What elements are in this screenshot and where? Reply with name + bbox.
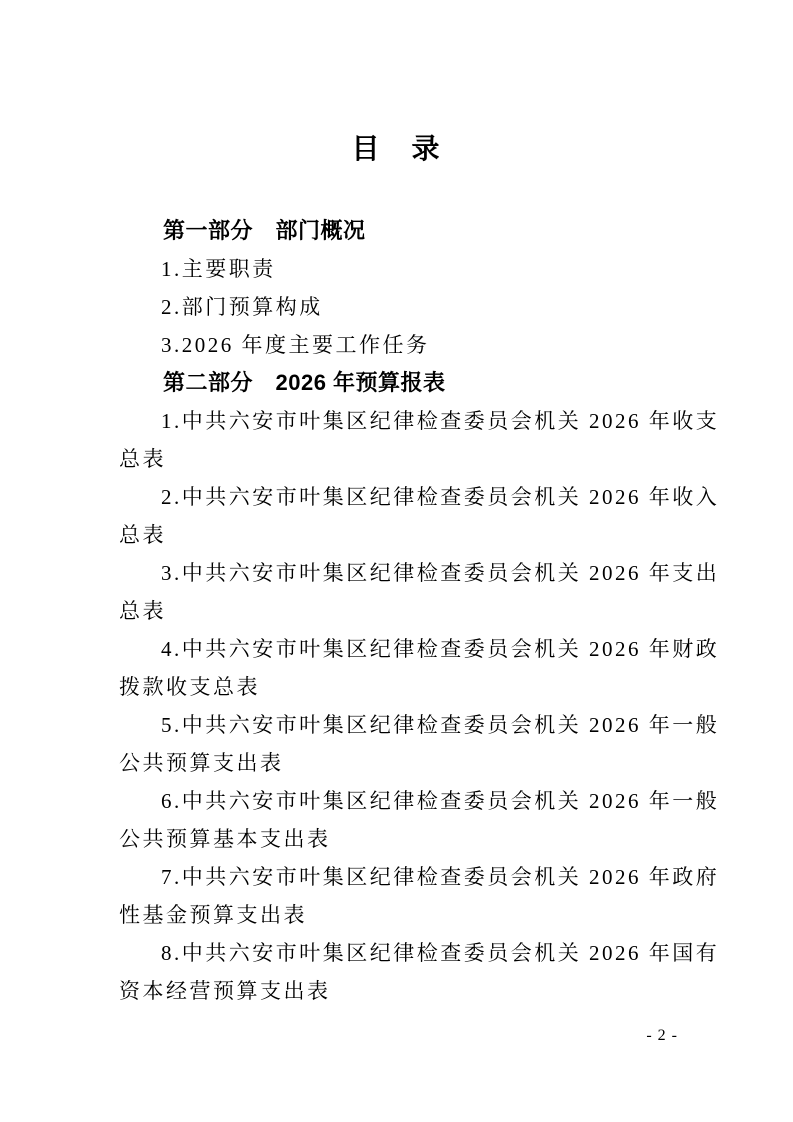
toc-part2-entry-line1: 5.中共六安市叶集区纪律检查委员会机关 2026 年一般 bbox=[161, 713, 720, 737]
toc-part2-heading: 第二部分 2026 年预算报表 bbox=[163, 370, 446, 395]
toc-part2-entry-line2: 性基金预算支出表 bbox=[119, 903, 307, 927]
toc-part2-entry-line1: 1.中共六安市叶集区纪律检查委员会机关 2026 年收支 bbox=[161, 409, 720, 433]
page-title: 目 录 bbox=[351, 133, 442, 164]
toc-part2-entry-line2: 公共预算基本支出表 bbox=[119, 827, 331, 851]
toc-part2-entry-line2: 总表 bbox=[119, 523, 166, 547]
toc-content bbox=[119, 212, 720, 1010]
page-number: - 2 - bbox=[646, 1027, 678, 1044]
toc-part1-heading: 第一部分 部门概况 bbox=[163, 218, 366, 243]
toc-part1-item: 3.2026 年度主要工作任务 bbox=[161, 333, 430, 357]
toc-part2-entry-line1: 6.中共六安市叶集区纪律检查委员会机关 2026 年一般 bbox=[161, 789, 720, 813]
toc-part2-entry-line2: 总表 bbox=[119, 599, 166, 623]
toc-part2-entry-line2: 资本经营预算支出表 bbox=[119, 979, 331, 1003]
toc-part1-item: 2.部门预算构成 bbox=[161, 295, 323, 319]
toc-part2-entry-line2: 总表 bbox=[119, 447, 166, 471]
toc-part1 bbox=[119, 212, 681, 364]
toc-part2-entry-line1: 4.中共六安市叶集区纪律检查委员会机关 2026 年财政 bbox=[161, 637, 720, 661]
toc-part2-entry-line2: 公共预算支出表 bbox=[119, 751, 284, 775]
toc-part2 bbox=[119, 364, 720, 1010]
toc-part2-entry-line2: 拨款收支总表 bbox=[119, 675, 260, 699]
toc-part2-entry-line1: 7.中共六安市叶集区纪律检查委员会机关 2026 年政府 bbox=[161, 865, 720, 889]
toc-part2-entry-line1: 2.中共六安市叶集区纪律检查委员会机关 2026 年收入 bbox=[161, 485, 720, 509]
toc-part2-entry-line1: 8.中共六安市叶集区纪律检查委员会机关 2026 年国有 bbox=[161, 941, 720, 965]
toc-part2-entry-line1: 3.中共六安市叶集区纪律检查委员会机关 2026 年支出 bbox=[161, 561, 720, 585]
toc-part1-item: 1.主要职责 bbox=[161, 257, 276, 281]
